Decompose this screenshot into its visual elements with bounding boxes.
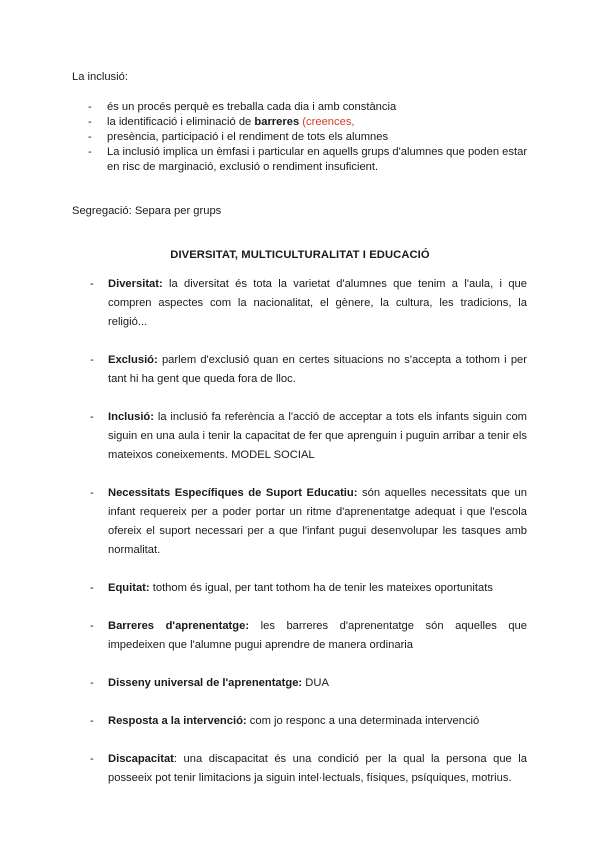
list-item-text: presència, participació i el rendiment de tots els alumnes <box>107 131 389 143</box>
definition-text: la inclusió fa referència a l'acció de acceptar a tots els infants siguin com siguin en una aula i tenir la capacitat de fer que aprenguin i puguin arribar a tenir els mateixos coneixements. MODEL SOCIAL <box>108 411 527 461</box>
bullet-dash: - <box>88 116 92 128</box>
bullet-dash: - <box>88 101 92 113</box>
definition-term: Inclusió: <box>108 411 154 423</box>
bullet-dash: - <box>90 753 94 765</box>
bullet-dash: - <box>90 677 94 689</box>
bullet-dash: - <box>90 487 94 499</box>
definition-item <box>90 408 527 465</box>
list-item <box>88 130 538 145</box>
definition-text: : una discapacitat és una condició per la qual la persona que la posseeix pot tenir limitacions ja siguin intel·lectuals, físiques, psíquiques, motrius. <box>108 753 527 784</box>
list-item <box>88 115 538 130</box>
definition-item <box>90 579 527 598</box>
intro-list <box>88 100 538 175</box>
list-item-red: creences, <box>306 116 355 128</box>
definition-item <box>90 275 527 332</box>
definition-item <box>90 750 527 788</box>
segregation-note: Segregació: Separa per grups <box>72 205 222 217</box>
definition-text: tothom és igual, per tant tothom ha de tenir les mateixes oportunitats <box>149 582 493 594</box>
definition-text: són aquelles necessitats que un infant requereix per a poder portar un ritme d'aprenentatge adequat i que l'escola ofereix el suport necessari per a que l'infant pugui desenvolupar les tasques amb normalitat. <box>108 487 527 556</box>
definition-text: parlem d'exclusió quan en certes situacions no s'accepta a tothom i per tant hi ha gent que queda fora de lloc. <box>108 354 527 385</box>
definitions-list <box>90 275 527 807</box>
definition-term: Exclusió: <box>108 354 158 366</box>
definition-text: les barreres d'aprenentatge són aquelles que impedeixen que l'alumne pugui aprendre de manera ordinaria <box>108 620 527 651</box>
bullet-dash: - <box>88 131 92 143</box>
definition-item <box>90 351 527 389</box>
bullet-dash: - <box>88 146 92 158</box>
definition-item <box>90 712 527 731</box>
definition-item <box>90 617 527 655</box>
intro-heading: La inclusió: <box>72 71 128 83</box>
definition-item <box>90 674 527 693</box>
definition-term: Discapacitat <box>108 753 174 765</box>
definition-term: Disseny universal de l'aprenentatge: <box>108 677 303 689</box>
list-item-text: la identificació i eliminació de <box>107 116 255 128</box>
definition-text: DUA <box>302 677 329 689</box>
bullet-dash: - <box>90 411 94 423</box>
definition-term: Necessitats Específiques de Suport Educatiu: <box>108 487 358 499</box>
list-item <box>88 145 538 175</box>
definition-term: Resposta a la intervenció: <box>108 715 247 727</box>
bullet-dash: - <box>90 715 94 727</box>
definition-term: Diversitat: <box>108 278 163 290</box>
definition-term: Barreres d'aprenentatge: <box>108 620 250 632</box>
definition-item <box>90 484 527 560</box>
bullet-dash: - <box>90 278 94 290</box>
list-item-paren: ( <box>302 116 307 128</box>
list-item-text: La inclusió implica un èmfasi i particular en aquells grups d'alumnes que poden estar en risc de marginació, exclusió o rendiment insuficient. <box>107 146 528 173</box>
bullet-dash: - <box>90 354 94 366</box>
list-item <box>88 100 538 115</box>
list-item-text: és un procés perquè es treballa cada dia i amb constància <box>107 101 397 113</box>
definition-text: la diversitat és tota la varietat d'alumnes que tenim a l'aula, i que compren aspectes com la nacionalitat, el gènere, la cultura, les tradicions, la religió... <box>108 278 527 328</box>
bullet-dash: - <box>90 620 94 632</box>
list-item-bold: barreres <box>254 116 300 128</box>
definition-text: com jo responc a una determinada intervenció <box>246 715 480 727</box>
definition-term: Equitat: <box>108 582 150 594</box>
section-title: DIVERSITAT, MULTICULTURALITAT I EDUCACIÓ <box>170 249 430 261</box>
bullet-dash: - <box>90 582 94 594</box>
